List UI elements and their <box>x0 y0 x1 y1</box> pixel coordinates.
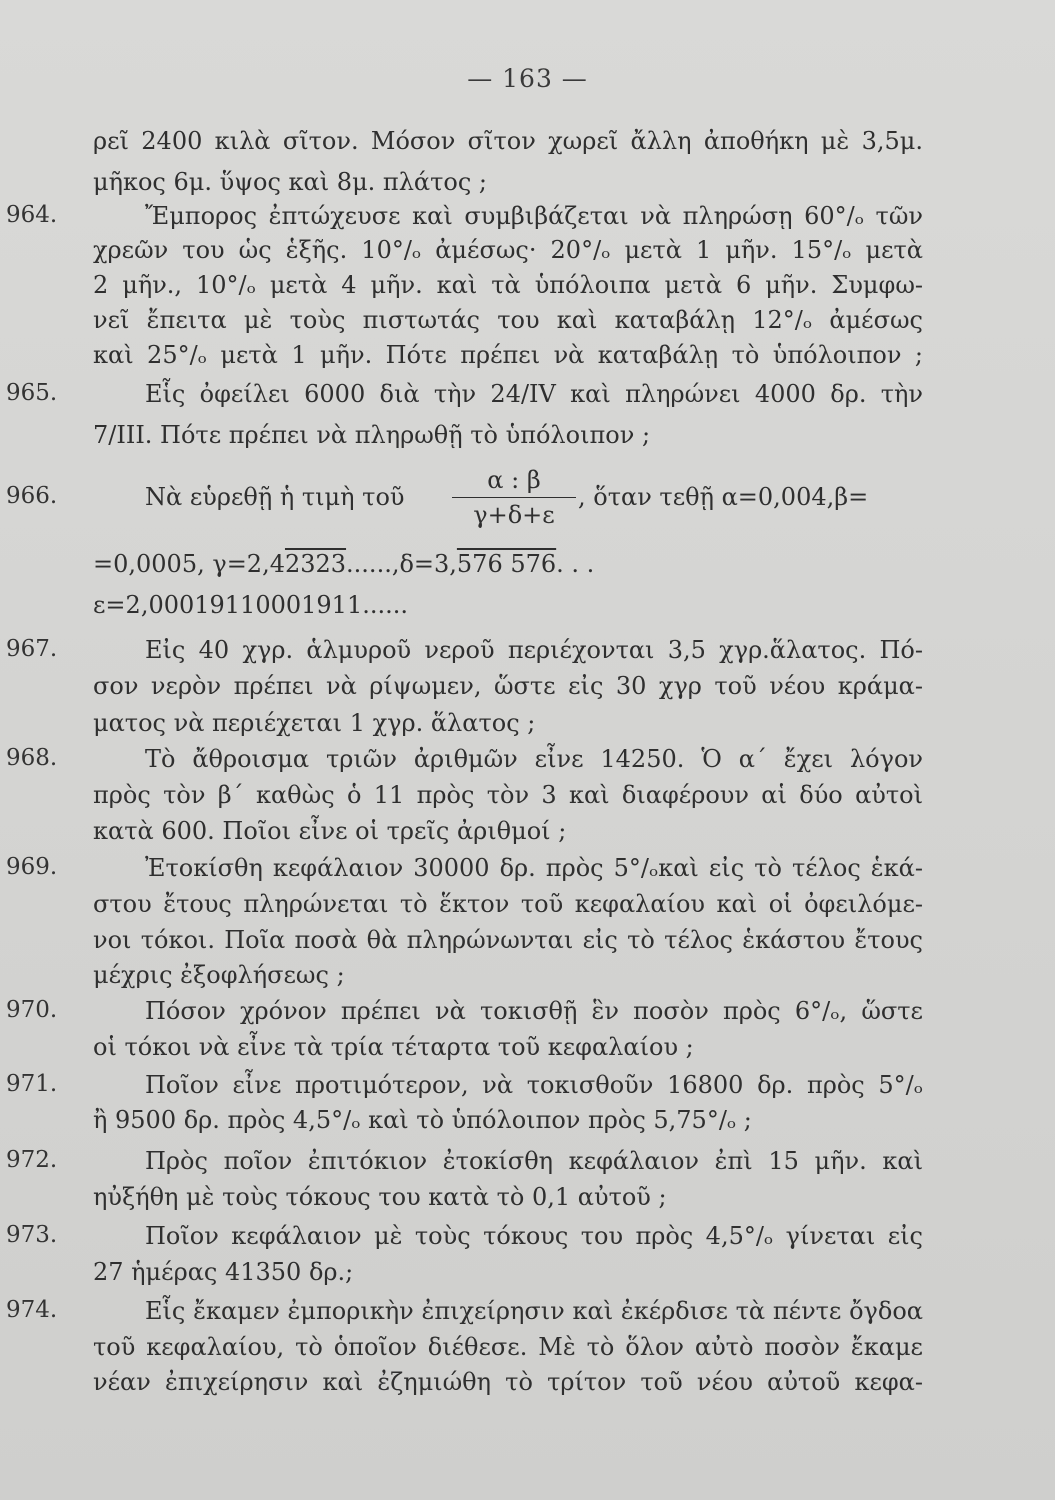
text-line: Τὸ ἄθροισμα τριῶν ἀριθμῶν εἶνε 14250. Ὁ α΄ ἔχει λόγον <box>145 745 923 773</box>
fraction-numerator: α : β <box>487 466 541 494</box>
text-line: Εἰς 40 χγρ. ἁλμυροῦ νεροῦ περιέχονται 3,5 χγρ.ἅλατος. Πό- <box>145 636 923 664</box>
text-line: πρὸς τὸν β΄ καθὼς ὁ 11 πρὸς τὸν 3 καὶ διαφέρουν αἱ δύο αὐτοὶ <box>93 781 923 809</box>
text-line: καὶ 25°/ₒ μετὰ 1 μῆν. Πότε πρέπει νὰ καταβάλῃ τὸ ὑπόλοιπον ; <box>93 341 923 369</box>
text-line: νοι τόκοι. Ποῖα ποσὰ θὰ πληρώνωνται εἰς τὸ τέλος ἑκάστου ἔτους <box>93 926 923 954</box>
fraction-formula <box>145 465 923 535</box>
formula-value-part: . . . <box>556 550 595 578</box>
problem-number: 966. <box>6 483 58 509</box>
fraction-denominator: γ+δ+ε <box>473 501 555 529</box>
formula-tail: , ὅταν τεθῇ α=0,004,β= <box>578 483 869 511</box>
problem-number: 971. <box>6 1071 58 1097</box>
problem-number: 970. <box>6 997 58 1023</box>
page-number: — 163 — <box>467 64 588 93</box>
formula-value-part: ......,δ=3, <box>346 550 457 578</box>
text-line: ματος νὰ περιέχεται 1 χγρ. ἅλατος ; <box>93 709 536 737</box>
repeating-digits: 2323 <box>284 550 347 578</box>
text-line: μῆκος 6μ. ὕψος καὶ 8μ. πλάτος ; <box>93 168 487 196</box>
problem-number: 964. <box>6 202 58 228</box>
text-line: Ἔμπορος ἐπτώχευσε καὶ συμβιβάζεται νὰ πληρώσῃ 60°/ₒ τῶν <box>145 202 923 230</box>
problem-number: 973. <box>6 1222 58 1248</box>
formula-lead: Νὰ εὑρεθῇ ἡ τιμὴ τοῦ <box>145 483 405 511</box>
text-line: Εἷς ὀφείλει 6000 διὰ τὴν 24/IV καὶ πληρώνει 4000 δρ. τὴν <box>145 380 923 408</box>
text-line: ηὐξήθη μὲ τοὺς τόκους του κατὰ τὸ 0,1 αὐτοῦ ; <box>93 1183 667 1211</box>
text-line: ρεῖ 2400 κιλὰ σῖτον. Μόσον σῖτον χωρεῖ ἄλλη ἀποθήκη μὲ 3,5μ. <box>93 127 923 155</box>
text-line: Πόσον χρόνον πρέπει νὰ τοκισθῇ ἓν ποσὸν πρὸς 6°/ₒ, ὥστε <box>145 997 923 1025</box>
text-line: 27 ἡμέρας 41350 δρ.; <box>93 1258 354 1286</box>
text-line: νεῖ ἔπειτα μὲ τοὺς πιστωτάς του καὶ καταβάλῃ 12°/ₒ ἀμέσως <box>93 306 923 334</box>
text-line: νέαν ἐπιχείρησιν καὶ ἐζημιώθη τὸ τρίτον τοῦ νέου αὐτοῦ κεφα- <box>93 1368 923 1396</box>
text-line: 2 μῆν., 10°/ₒ μετὰ 4 μῆν. καὶ τὰ ὑπόλοιπα μετὰ 6 μῆν. Συμφω- <box>93 271 923 299</box>
text-line: χρεῶν του ὡς ἑξῆς. 10°/ₒ ἀμέσως· 20°/ₒ μετὰ 1 μῆν. 15°/ₒ μετὰ <box>93 236 923 264</box>
text-line: Πρὸς ποῖον ἐπιτόκιον ἐτοκίσθη κεφάλαιον ἐπὶ 15 μῆν. καὶ <box>145 1147 923 1175</box>
text-line: Εἷς ἔκαμεν ἐμπορικὴν ἐπιχείρησιν καὶ ἐκέρδισε τὰ πέντε ὄγδοα <box>145 1297 923 1325</box>
text-line: Ποῖον κεφάλαιον μὲ τοὺς τόκους του πρὸς 4,5°/ₒ γίνεται εἰς <box>145 1222 923 1250</box>
text-line: Ἐτοκίσθη κεφάλαιον 30000 δρ. πρὸς 5°/ₒκαὶ εἰς τὸ τέλος ἑκά- <box>145 854 923 882</box>
problem-number: 974. <box>6 1297 58 1323</box>
problem-number: 965. <box>6 380 58 406</box>
text-line: τοῦ κεφαλαίου, τὸ ὁποῖον διέθεσε. Μὲ τὸ ὅλον αὐτὸ ποσὸν ἔκαμε <box>93 1333 923 1361</box>
text-line: οἱ τόκοι νὰ εἶνε τὰ τρία τέταρτα τοῦ κεφαλαίου ; <box>93 1033 694 1061</box>
text-line: σον νερὸν πρέπει νὰ ρίψωμεν, ὥστε εἰς 30 χγρ τοῦ νέου κράμα- <box>93 672 923 700</box>
text-line: ἢ 9500 δρ. πρὸς 4,5°/ₒ καὶ τὸ ὑπόλοιπον πρὸς 5,75°/ₒ ; <box>93 1106 752 1134</box>
problem-number: 968. <box>6 745 58 771</box>
text-line: κατὰ 600. Ποῖοι εἶνε οἱ τρεῖς ἀριθμοί ; <box>93 817 567 845</box>
text-line <box>93 550 923 578</box>
repeating-digits: 576 576 <box>456 550 557 578</box>
text-line: ε=2,00019110001911...... <box>93 591 408 619</box>
text-line: μέχρις ἐξοφλήσεως ; <box>93 961 345 989</box>
text-line: Ποῖον εἶνε προτιμότερον, νὰ τοκισθοῦν 16800 δρ. πρὸς 5°/ₒ <box>145 1071 923 1099</box>
fraction <box>452 465 576 530</box>
text-line: στου ἔτους πληρώνεται τὸ ἕκτον τοῦ κεφαλαίου καὶ οἱ ὀφειλόμε- <box>93 890 923 918</box>
problem-number: 972. <box>6 1147 58 1173</box>
formula-value-part: =0,0005, γ=2,4 <box>93 550 285 578</box>
problem-number: 967. <box>6 636 58 662</box>
fraction-bar <box>452 497 576 498</box>
text-line: 7/ΙΙΙ. Πότε πρέπει νὰ πληρωθῇ τὸ ὑπόλοιπον ; <box>93 421 651 449</box>
problem-number: 969. <box>6 854 58 880</box>
